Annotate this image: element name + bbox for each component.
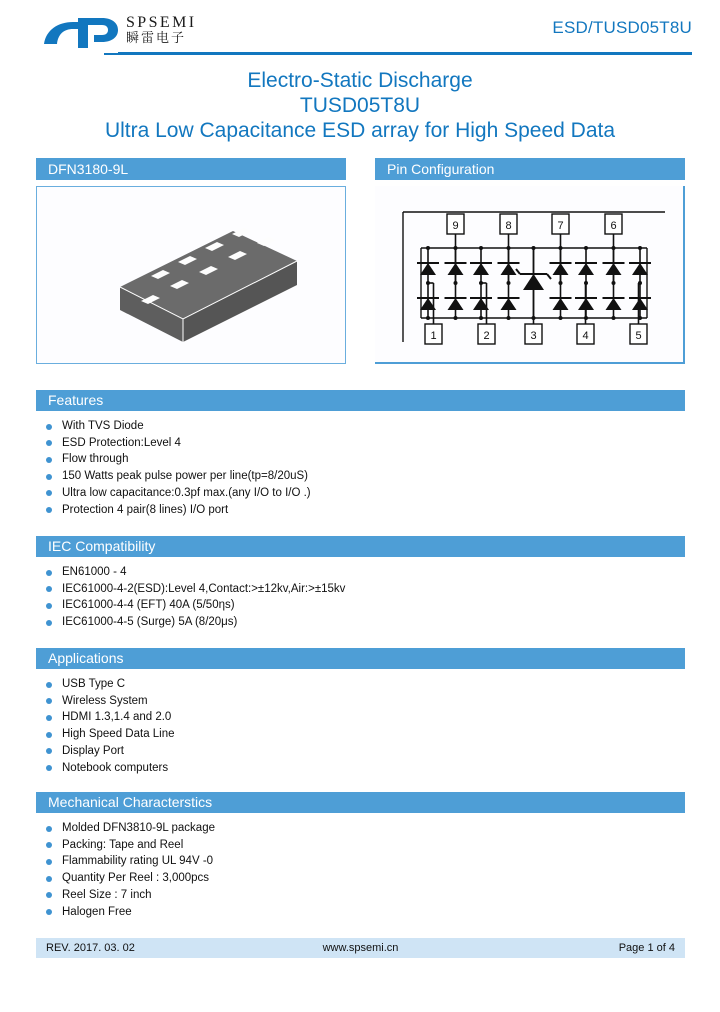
list-item: Protection 4 pair(8 lines) I/O port [42,502,662,519]
company-logo [42,14,222,54]
list-item: IEC61000-4-2(ESD):Level 4,Contact:>±12kv,Air:>±15kv [42,581,662,598]
list-item: IEC61000-4-4 (EFT) 40A (5/50ηs) [42,597,662,614]
svg-text:4: 4 [582,330,589,342]
section-header-applications: Applications [36,648,685,669]
page-header [0,0,720,58]
list-item: EN61000 - 4 [42,564,662,581]
list-item: Halogen Free [42,904,662,921]
svg-text:7: 7 [557,220,564,232]
svg-text:6: 6 [610,220,617,232]
title-line-2: TUSD05T8U [299,94,421,117]
list-item: ESD Protection:Level 4 [42,435,662,452]
svg-text:3: 3 [530,330,537,342]
list-item: USB Type C [42,676,662,693]
title-line-3: Ultra Low Capacitance ESD array for High Speed Data [104,119,616,142]
list-item: Quantity Per Reel : 3,000pcs [42,870,662,887]
page-title [0,68,720,143]
page-footer [36,938,685,958]
svg-text:5: 5 [635,330,642,342]
svg-text:2: 2 [483,330,490,342]
list-item: Molded DFN3810-9L package [42,820,662,837]
section-header-features: Features [36,390,685,411]
list-item: High Speed Data Line [42,726,662,743]
list-item: IEC61000-4-5 (Surge) 5A (8/20μs) [42,614,662,631]
list-item: Flammability rating UL 94V -0 [42,853,662,870]
features-list [42,418,662,518]
footer-page-number: Page 1 of 4 [618,942,675,954]
mechanical-characterstics-list [42,820,662,920]
package-panel [36,158,346,364]
list-item: Wireless System [42,693,662,710]
svg-text:9: 9 [452,220,459,232]
list-item: Flow through [42,451,662,468]
package-3d-drawing [65,209,315,349]
pin-configuration-schematic [397,206,672,348]
list-item: Notebook computers [42,760,662,777]
svg-text:1: 1 [430,330,437,342]
list-item: Reel Size : 7 inch [42,887,662,904]
pin-configuration-panel [375,158,685,364]
iec-compatibility-list [42,564,662,631]
part-number-header: ESD/TUSD05T8U [552,18,692,37]
logo-chinese-name: 瞬雷电子 [126,31,187,46]
package-panel-header: DFN3180-9L [36,158,346,180]
svg-text:8: 8 [505,220,512,232]
list-item: 150 Watts peak pulse power per line(tp=8/20uS) [42,468,662,485]
applications-list [42,676,662,776]
list-item: HDMI 1.3,1.4 and 2.0 [42,709,662,726]
sp-logo-icon [42,16,124,50]
logo-english-name: SPSEMI [126,14,197,31]
pin-configuration-panel-header: Pin Configuration [375,158,685,180]
logo-wordmark [126,14,236,47]
pin-configuration-panel-body [375,186,685,364]
title-line-1: Electro-Static Discharge [247,69,473,92]
list-item: Packing: Tape and Reel [42,837,662,854]
header-rule [118,52,692,55]
list-item: With TVS Diode [42,418,662,435]
list-item: Ultra low capacitance:0.3pf max.(any I/O to I/O .) [42,485,662,502]
footer-website[interactable]: www.spsemi.cn [322,942,399,954]
footer-revision: REV. 2017. 03. 02 [46,942,135,954]
section-header-iec-compatibility: IEC Compatibility [36,536,685,557]
section-header-mechanical-characterstics: Mechanical Characterstics [36,792,685,813]
package-panel-body [36,186,346,364]
list-item: Display Port [42,743,662,760]
